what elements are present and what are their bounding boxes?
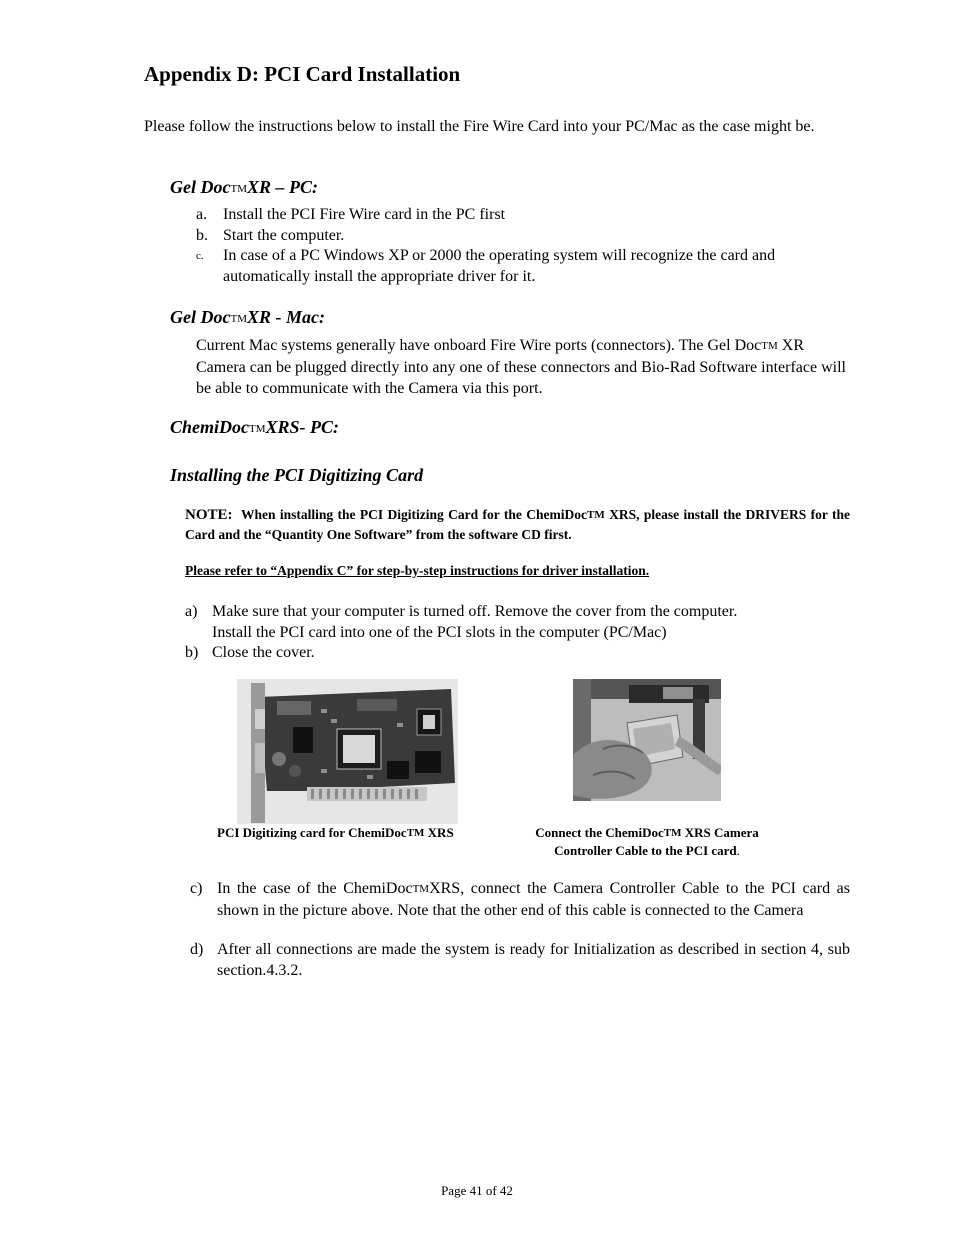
refer-link-text: Please refer to “Appendix C” for step-by-step instructions for driver installation. <box>185 563 650 578</box>
pci-card-photo <box>237 679 458 824</box>
caption-line <box>524 824 770 842</box>
trademark-symbol: TM <box>230 313 247 325</box>
note-label: NOTE: <box>185 507 233 523</box>
list-label: a. <box>196 206 208 223</box>
mac-paragraph <box>196 335 851 399</box>
list-label: b. <box>196 227 208 244</box>
list-label: a) <box>185 603 198 620</box>
list-item: Install the PCI card into one of the PCI slots in the computer (PC/Mac) <box>212 624 667 641</box>
intro-paragraph: Please follow the instructions below to install the Fire Wire Card into your PC/Mac as the case might be. <box>144 118 815 135</box>
heading-text: XRS- PC: <box>265 417 340 437</box>
heading-text: Gel Doc <box>170 307 231 327</box>
caption-text: XRS Camera <box>684 825 759 840</box>
heading-text: Gel Doc <box>170 177 231 197</box>
item-text: XRS, connect the Camera Controller Cable to the PCI card as shown in the picture above. Note that the other end of this cable is connected to the Camera <box>217 880 850 919</box>
caption-text: PCI Digitizing card for ChemiDoc <box>217 825 407 840</box>
list-label: b) <box>185 644 199 661</box>
list-item: Make sure that your computer is turned off. Remove the cover from the computer. <box>212 603 738 620</box>
caption-cable-connection <box>524 824 770 860</box>
heading-gel-doc-mac <box>170 307 325 328</box>
list-item: After all connections are made the system is ready for Initialization as described in section 4, sub section.4.3.2. <box>217 941 850 979</box>
list-item: Install the PCI Fire Wire card in the PC first <box>223 206 506 223</box>
trademark-symbol: TM <box>761 340 778 352</box>
note-text: When installing the PCI Digitizing Card for the ChemiDoc <box>241 507 588 522</box>
list-label: c. <box>196 250 204 262</box>
pci-card-illustration <box>237 679 458 824</box>
note-box <box>185 505 850 544</box>
list-item: Close the cover. <box>212 644 315 661</box>
body-text: XR Camera can be plugged directly into any one of these connectors and Bio-Rad Software interface will be able to communicate with the Camera via this port. <box>196 337 846 397</box>
body-text: Current Mac systems generally have onboard Fire Wire ports (connectors). The Gel Doc <box>196 337 762 354</box>
item-text: In the case of the ChemiDoc <box>217 880 413 897</box>
caption-text: Controller Cable to the PCI card <box>554 843 737 858</box>
page-title: Appendix D: PCI Card Installation <box>144 62 461 86</box>
caption-line <box>524 842 770 860</box>
caption-text: Connect the ChemiDoc <box>535 825 664 840</box>
cable-connection-photo <box>573 679 721 801</box>
trademark-symbol: TM <box>406 827 425 839</box>
heading-text: XR – PC: <box>246 177 318 197</box>
list-item: In case of a PC Windows XP or 2000 the operating system will recognize the card and automatically install the appropriate driver for it. <box>223 247 776 285</box>
trademark-symbol: TM <box>412 883 430 895</box>
heading-text: ChemiDoc <box>170 417 249 437</box>
trademark-symbol: TM <box>249 423 266 435</box>
list-item: Start the computer. <box>223 227 345 244</box>
trademark-symbol: TM <box>663 827 682 839</box>
list-label: c) <box>190 880 203 897</box>
heading-gel-doc-pc <box>170 177 318 198</box>
heading-chemidoc-pc <box>170 417 339 438</box>
list-label: d) <box>190 941 204 958</box>
caption-pci-card <box>217 824 454 842</box>
heading-installing-pci: Installing the PCI Digitizing Card <box>170 465 424 485</box>
page-number: Page 41 of 42 <box>441 1183 513 1198</box>
cable-connection-illustration <box>573 679 721 801</box>
list-item <box>217 878 850 921</box>
caption-text: . <box>736 843 740 858</box>
caption-text: XRS <box>427 825 454 840</box>
trademark-symbol: TM <box>230 183 247 195</box>
note-text: XRS, please install the DRIVERS for the Card and the “Quantity One Software” from the software CD first. <box>185 507 850 542</box>
trademark-symbol: TM <box>587 509 605 521</box>
heading-text: XR - Mac: <box>246 307 325 327</box>
